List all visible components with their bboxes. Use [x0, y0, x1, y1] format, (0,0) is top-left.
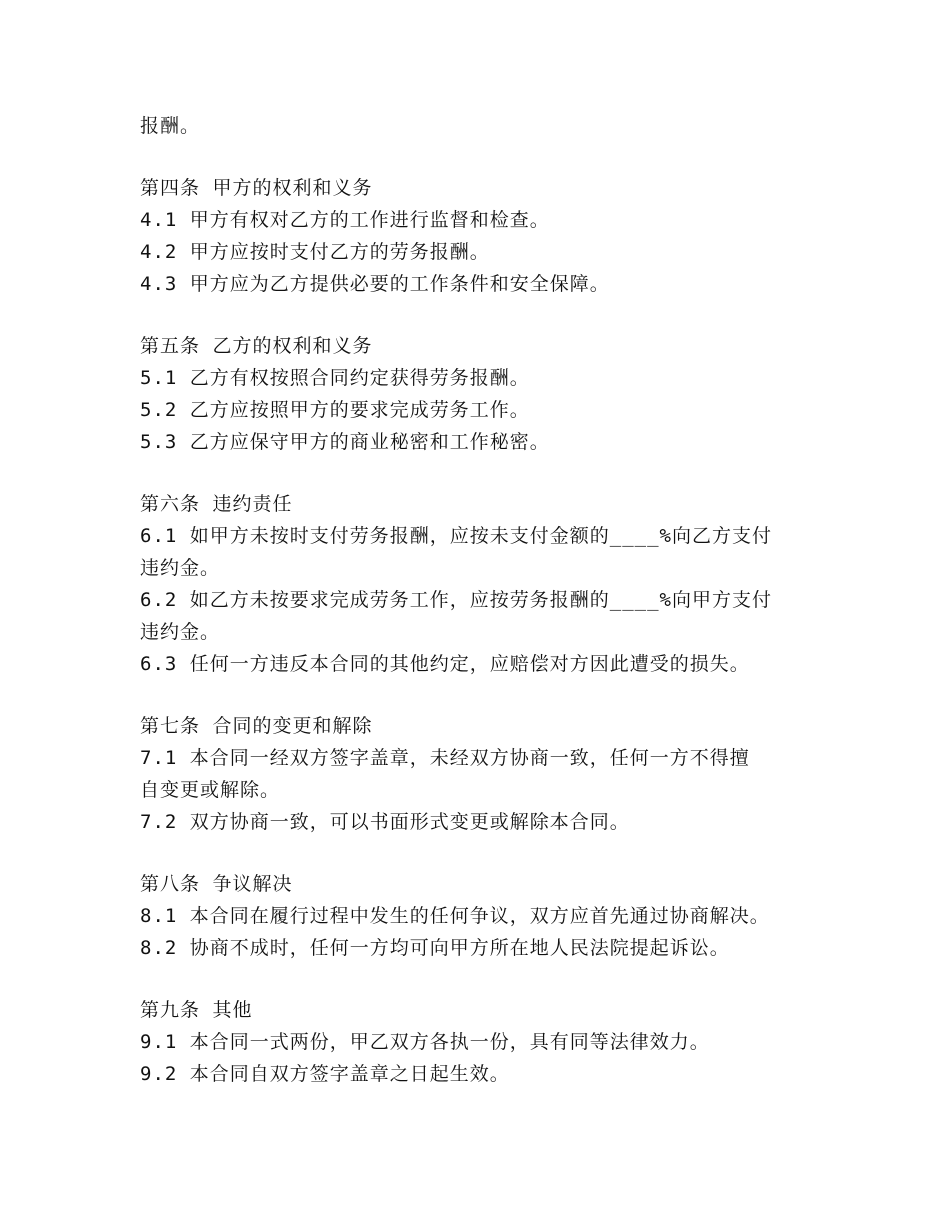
spacer — [140, 964, 900, 994]
lead-line: 报酬。 — [140, 115, 201, 137]
section-heading-6: 第六条 违约责任 — [140, 493, 293, 515]
clause-5-2: 5.2 乙方应按照甲方的要求完成劳务工作。 — [140, 399, 530, 421]
clause-6-1: 6.1 如甲方未按时支付劳务报酬，应按未支付金额的____%向乙方支付 — [140, 525, 772, 547]
spacer — [140, 142, 900, 172]
section-heading-9: 第九条 其他 — [140, 999, 253, 1021]
clause-6-2-cont: 违约金。 — [140, 621, 221, 643]
clause-6-3: 6.3 任何一方违反本合同的其他约定，应赔偿对方因此遭受的损失。 — [140, 653, 750, 675]
clause-6-2: 6.2 如乙方未按要求完成劳务工作，应按劳务报酬的____%向甲方支付 — [140, 589, 772, 611]
section-heading-7: 第七条 合同的变更和解除 — [140, 715, 373, 737]
spacer — [140, 458, 900, 488]
clause-8-1: 8.1 本合同在履行过程中发生的任何争议，双方应首先通过协商解决。 — [140, 905, 770, 927]
document-page — [140, 110, 900, 1090]
section-heading-5: 第五条 乙方的权利和义务 — [140, 335, 373, 357]
section-heading-4: 第四条 甲方的权利和义务 — [140, 177, 373, 199]
clause-9-2: 9.2 本合同自双方签字盖章之日起生效。 — [140, 1063, 510, 1085]
section-heading-8: 第八条 争议解决 — [140, 873, 293, 895]
clause-8-2: 8.2 协商不成时，任何一方均可向甲方所在地人民法院提起诉讼。 — [140, 937, 730, 959]
clause-7-1: 7.1 本合同一经双方签字盖章，未经双方协商一致，任何一方不得擅 — [140, 747, 750, 769]
clause-5-3: 5.3 乙方应保守甲方的商业秘密和工作秘密。 — [140, 431, 550, 453]
clause-5-1: 5.1 乙方有权按照合同约定获得劳务报酬。 — [140, 367, 530, 389]
clause-9-1: 9.1 本合同一式两份，甲乙双方各执一份，具有同等法律效力。 — [140, 1031, 710, 1053]
spacer — [140, 838, 900, 868]
spacer — [140, 300, 900, 330]
clause-4-2: 4.2 甲方应按时支付乙方的劳务报酬。 — [140, 241, 490, 263]
clause-4-1: 4.1 甲方有权对乙方的工作进行监督和检查。 — [140, 209, 550, 231]
clause-7-1-cont: 自变更或解除。 — [140, 779, 281, 801]
clause-4-3: 4.3 甲方应为乙方提供必要的工作条件和安全保障。 — [140, 273, 610, 295]
spacer — [140, 680, 900, 710]
clause-7-2: 7.2 双方协商一致，可以书面形式变更或解除本合同。 — [140, 811, 630, 833]
clause-6-1-cont: 违约金。 — [140, 557, 221, 579]
